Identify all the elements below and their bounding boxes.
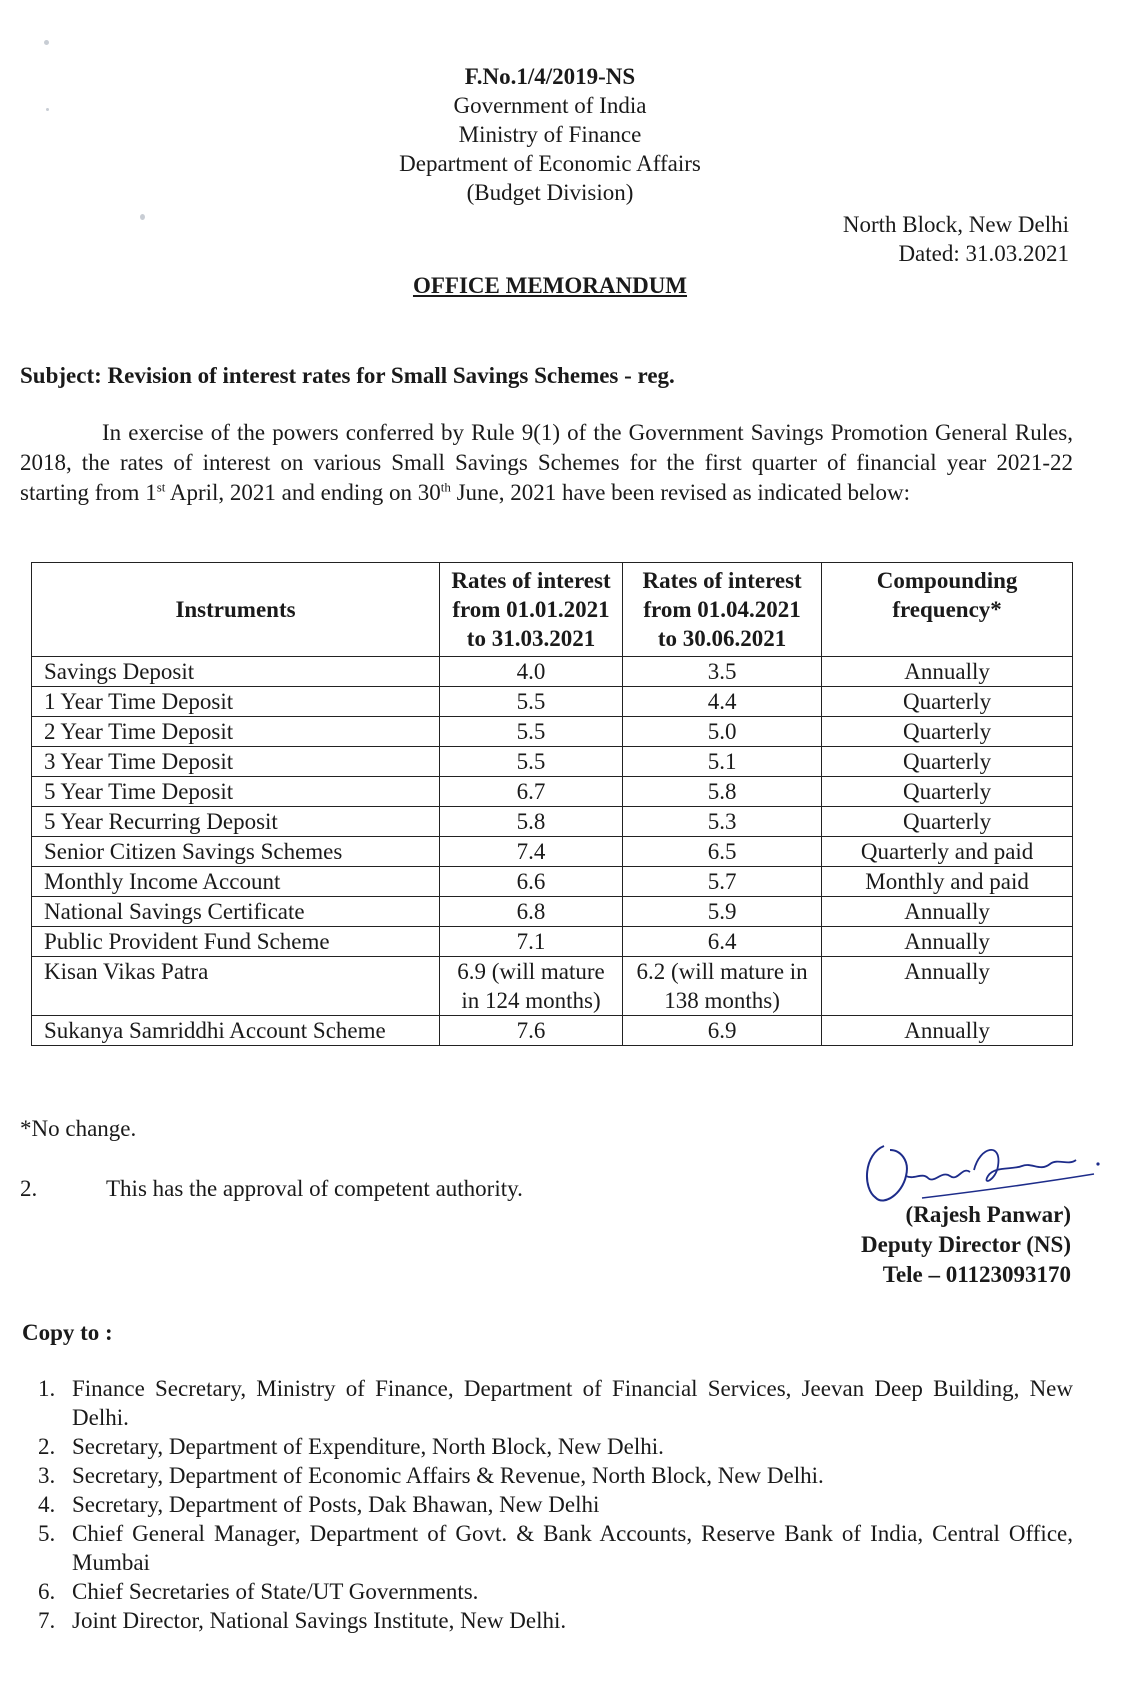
table-row <box>32 927 1073 957</box>
memo-title: OFFICE MEMORANDUM <box>412 273 688 298</box>
list-item <box>38 1577 1073 1606</box>
table-row <box>32 957 1073 1016</box>
new-rate-cell: 5.8 <box>623 777 822 807</box>
compounding-frequency-cell: Quarterly and paid <box>822 837 1073 867</box>
new-rate-cell: 6.5 <box>623 837 822 867</box>
division-line: (Budget Division) <box>466 180 634 205</box>
old-rate-cell: 6.6 <box>440 867 623 897</box>
list-item-text: Secretary, Department of Posts, Dak Bhawan, New Delhi <box>72 1492 600 1517</box>
table-row <box>32 807 1073 837</box>
old-rate-cell: 7.6 <box>440 1016 623 1046</box>
list-item-number: 1. <box>38 1376 56 1401</box>
compounding-frequency-cell: Monthly and paid <box>822 867 1073 897</box>
old-rate-cell: 4.0 <box>440 657 623 687</box>
list-item <box>38 1461 1073 1490</box>
interest-rates-table <box>31 562 1073 1046</box>
copy-to-heading: Copy to : <box>22 1320 113 1345</box>
header-frequency: Compounding frequency* <box>822 563 1073 657</box>
old-rate-cell: 5.5 <box>440 687 623 717</box>
table-row <box>32 837 1073 867</box>
instrument-name-cell: 5 Year Time Deposit <box>32 777 440 807</box>
list-item-number: 2. <box>38 1434 56 1459</box>
instrument-name-cell: National Savings Certificate <box>32 897 440 927</box>
compounding-frequency-cell: Annually <box>822 957 1073 1016</box>
compounding-frequency-cell: Quarterly <box>822 777 1073 807</box>
compounding-frequency-cell: Annually <box>822 657 1073 687</box>
instrument-name-cell: 2 Year Time Deposit <box>32 717 440 747</box>
header-old-rate: Rates of interest from 01.01.2021 to 31.03.2021 <box>440 563 623 657</box>
header-new-rate: Rates of interest from 01.04.2021 to 30.06.2021 <box>623 563 822 657</box>
table-row <box>32 777 1073 807</box>
location: North Block, New Delhi <box>842 212 1069 237</box>
list-item-text: Finance Secretary, Ministry of Finance, Department of Financial Services, Jeevan Deep Building, New Delhi. <box>72 1376 1073 1430</box>
new-rate-cell: 6.2 (will mature in 138 months) <box>623 957 822 1016</box>
paragraph-number: 2. <box>20 1176 38 1201</box>
list-item-number: 4. <box>38 1492 56 1517</box>
new-rate-cell: 5.7 <box>623 867 822 897</box>
compounding-frequency-cell: Annually <box>822 897 1073 927</box>
list-item-number: 3. <box>38 1463 56 1488</box>
compounding-frequency-cell: Annually <box>822 927 1073 957</box>
table-row <box>32 687 1073 717</box>
letterhead <box>0 62 1100 207</box>
copy-to-list <box>38 1374 1073 1635</box>
list-item <box>38 1606 1073 1635</box>
old-rate-cell: 6.9 (will mature in 124 months) <box>440 957 623 1016</box>
old-rate-cell: 5.5 <box>440 747 623 777</box>
list-item <box>38 1432 1073 1461</box>
new-rate-cell: 6.4 <box>623 927 822 957</box>
instrument-name-cell: Savings Deposit <box>32 657 440 687</box>
instrument-name-cell: Monthly Income Account <box>32 867 440 897</box>
compounding-frequency-cell: Annually <box>822 1016 1073 1046</box>
scan-speck <box>140 214 145 220</box>
new-rate-cell: 4.4 <box>623 687 822 717</box>
table-row <box>32 1016 1073 1046</box>
compounding-frequency-cell: Quarterly <box>822 807 1073 837</box>
date: Dated: 31.03.2021 <box>898 241 1069 266</box>
compounding-frequency-cell: Quarterly <box>822 687 1073 717</box>
table-row <box>32 657 1073 687</box>
old-rate-cell: 7.4 <box>440 837 623 867</box>
list-item-text: Secretary, Department of Economic Affairs & Revenue, North Block, New Delhi. <box>72 1463 824 1488</box>
table-row <box>32 897 1073 927</box>
list-item-text: Joint Director, National Savings Institute, New Delhi. <box>72 1608 567 1633</box>
file-number: F.No.1/4/2019-NS <box>464 64 636 89</box>
instrument-name-cell: 1 Year Time Deposit <box>32 687 440 717</box>
old-rate-cell: 5.5 <box>440 717 623 747</box>
compounding-frequency-cell: Quarterly <box>822 747 1073 777</box>
paragraph-text: June, 2021 have been revised as indicated below: <box>450 480 911 505</box>
table-body <box>32 657 1073 1046</box>
old-rate-cell: 7.1 <box>440 927 623 957</box>
instrument-name-cell: 5 Year Recurring Deposit <box>32 807 440 837</box>
list-item-number: 7. <box>38 1608 56 1633</box>
approval-paragraph <box>20 1174 523 1203</box>
table-row <box>32 717 1073 747</box>
instrument-name-cell: Kisan Vikas Patra <box>32 957 440 1016</box>
body-paragraph <box>20 418 1073 508</box>
instrument-name-cell: 3 Year Time Deposit <box>32 747 440 777</box>
header-instruments: Instruments <box>32 563 440 657</box>
department-line: Department of Economic Affairs <box>399 151 701 176</box>
old-rate-cell: 6.8 <box>440 897 623 927</box>
subject-line: Subject: Revision of interest rates for Small Savings Schemes - reg. <box>20 363 675 388</box>
ordinal-suffix: st <box>156 479 166 495</box>
instrument-name-cell: Sukanya Samriddhi Account Scheme <box>32 1016 440 1046</box>
signatory-block <box>861 1200 1071 1290</box>
table-row <box>32 867 1073 897</box>
signatory-designation: Deputy Director (NS) <box>861 1232 1071 1257</box>
new-rate-cell: 5.3 <box>623 807 822 837</box>
list-item <box>38 1374 1073 1432</box>
new-rate-cell: 6.9 <box>623 1016 822 1046</box>
list-item-text: Chief Secretaries of State/UT Governments. <box>72 1579 479 1604</box>
list-item <box>38 1490 1073 1519</box>
list-item-text: Chief General Manager, Department of Govt. & Bank Accounts, Reserve Bank of India, Central Office, Mumbai <box>72 1521 1073 1575</box>
old-rate-cell: 6.7 <box>440 777 623 807</box>
paragraph-text: In exercise of the powers conferred by Rule 9(1) of the Government Savings Promotion General Rules, 2018, the rates of interest on various Small Savings Schemes for the first quarter of financial year 2021-22 starting from 1 <box>20 420 1073 505</box>
list-item-number: 5. <box>38 1521 56 1546</box>
new-rate-cell: 5.1 <box>623 747 822 777</box>
paragraph-text: April, 2021 and ending on 30 <box>165 480 441 505</box>
footnote: *No change. <box>20 1116 137 1141</box>
government-line: Government of India <box>453 93 647 118</box>
instrument-name-cell: Public Provident Fund Scheme <box>32 927 440 957</box>
approval-text: This has the approval of competent authority. <box>106 1176 523 1201</box>
list-item <box>38 1519 1073 1577</box>
new-rate-cell: 5.9 <box>623 897 822 927</box>
place-and-date <box>843 210 1069 268</box>
list-item-text: Secretary, Department of Expenditure, North Block, New Delhi. <box>72 1434 664 1459</box>
signatory-telephone: Tele – 01123093170 <box>882 1262 1071 1287</box>
table-row <box>32 747 1073 777</box>
old-rate-cell: 5.8 <box>440 807 623 837</box>
list-item-number: 6. <box>38 1579 56 1604</box>
new-rate-cell: 3.5 <box>623 657 822 687</box>
ministry-line: Ministry of Finance <box>458 122 642 147</box>
table-header-row <box>32 563 1073 657</box>
new-rate-cell: 5.0 <box>623 717 822 747</box>
scan-speck <box>44 40 49 45</box>
ordinal-suffix: th <box>440 479 451 495</box>
compounding-frequency-cell: Quarterly <box>822 717 1073 747</box>
instrument-name-cell: Senior Citizen Savings Schemes <box>32 837 440 867</box>
signatory-name: (Rajesh Panwar) <box>905 1202 1071 1227</box>
